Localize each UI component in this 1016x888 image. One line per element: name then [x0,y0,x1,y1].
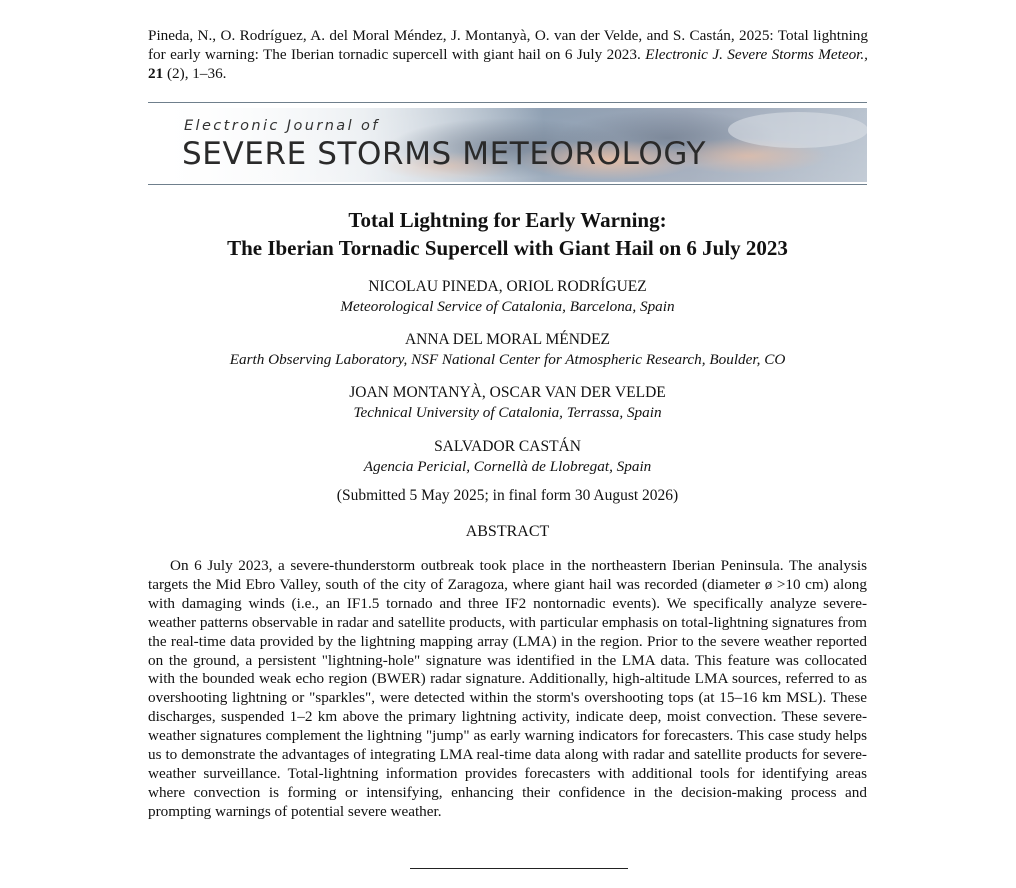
author-group-1 [148,277,867,317]
author-group-2 [148,330,867,370]
author-names: ANNA DEL MORAL MÉNDEZ [404,331,611,348]
banner-journal-name: SEVERE STORMS METEOROLOGY [182,136,707,172]
submission-dates: (Submitted 5 May 2025; in final form 30 August 2026) [336,487,679,504]
author-affiliation: Earth Observing Laboratory, NSF National Center for Atmospheric Research, Boulder, CO [229,351,786,368]
top-rule [148,102,867,103]
abstract-heading: ABSTRACT [465,523,550,540]
citation [148,26,868,83]
author-names: NICOLAU PINEDA, ORIOL RODRÍGUEZ [368,278,647,295]
citation-authors: Pineda, N., O. Rodríguez, A. del Moral Méndez, J. Montanyà, O. van der Velde, and S. Castán, 2025: Total lightning for early warning: The Iberian tornadic supercell with giant hail on 6 July 2023. [148,27,868,63]
title-line-2: The Iberian Tornadic Supercell with Giant Hail on 6 July 2023 [227,236,788,260]
title-line-1: Total Lightning for Early Warning: [348,208,667,232]
citation-issue-pages: (2), 1–36. [163,65,227,82]
author-group-4 [148,437,867,477]
author-affiliation: Agencia Pericial, Cornellà de Llobregat, Spain [363,458,652,475]
abstract-end-rule [410,868,628,869]
abstract-body: On 6 July 2023, a severe-thunderstorm outbreak took place in the northeastern Iberian Peninsula. The analysis targets the Mid Ebro Valley, south of the city of Zaragoza, where giant hail was recorded (diameter ø >10 cm) along with damaging winds (i.e., an IF1.5 tornado and three IF2 nontornadic events). We specifically analyze severe-weather patterns observable in radar and satellite products, with particular emphasis on total-lightning signatures from the real-time data provided by the lightning mapping array (LMA) in the region. Prior to the severe weather reported on the ground, a persistent "lightning-hole" signature was identified in the LMA data. This feature was collocated with the bounded weak echo region (BWER) radar signature. Additionally, high-altitude LMA sources, referred to as overshooting lightning or "sparkles", were detected within the storm's overshooting tops (at 15–16 km MSL). These discharges, suspended 1–2 km above the primary lightning activity, indicate deep, moist convection. These severe-weather signatures complement the lightning "jump" as early warning indicators for forecasters. This case study helps us to demonstrate the advantages of integrating LMA real-time data along with radar and satellite products for severe-weather surveillance. Total-lightning information provides forecasters with additional tools for identifying areas where convection is forming or intensifying, enhancing their confidence in the decision-making process and prompting warnings of potential severe weather. [148,557,867,820]
citation-journal: Electronic J. Severe Storms Meteor., [645,46,868,63]
banner-bottom-rule [148,184,867,185]
author-names: JOAN MONTANYÀ, OSCAR VAN DER VELDE [349,384,666,401]
author-affiliation: Technical University of Catalonia, Terrassa, Spain [353,404,662,421]
journal-banner [148,108,867,182]
author-group-3 [148,383,867,423]
banner-journal-line: Electronic Journal of [184,118,380,134]
paper-title [148,206,867,262]
author-affiliation: Meteorological Service of Catalonia, Barcelona, Spain [340,298,675,315]
author-names: SALVADOR CASTÁN [434,438,581,455]
citation-volume: 21 [148,65,164,82]
